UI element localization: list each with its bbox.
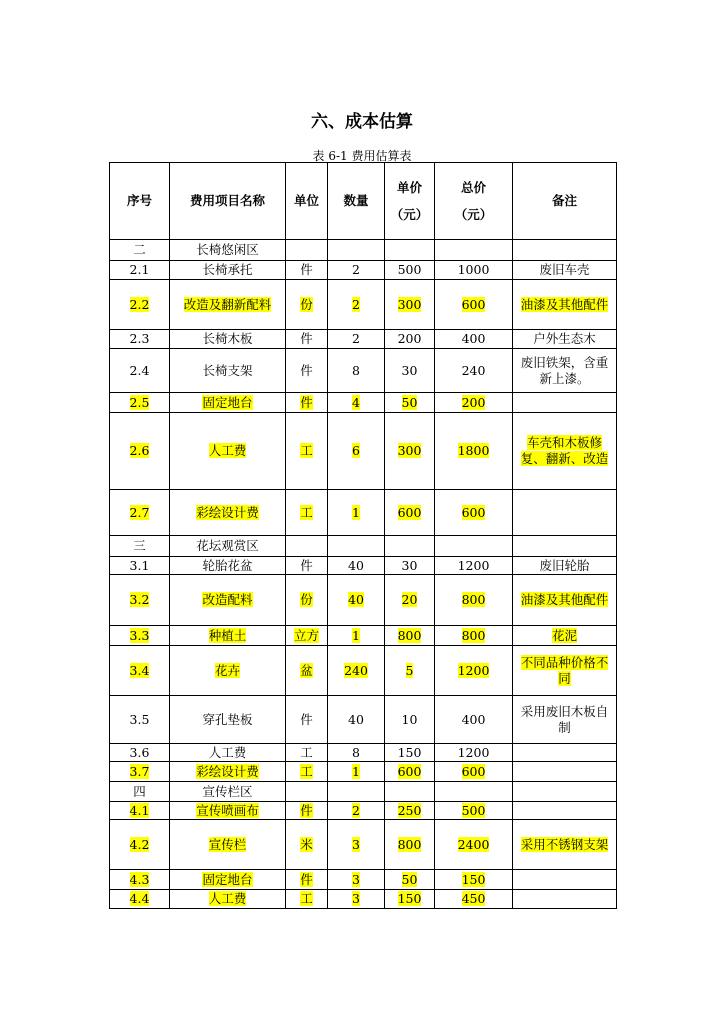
cell-total [435, 490, 513, 536]
empty-cell [513, 782, 617, 802]
cell-item [170, 802, 286, 820]
table-row [110, 557, 617, 575]
cell-total [435, 646, 513, 696]
cell-total [435, 557, 513, 575]
cell-text: 工 [300, 744, 313, 760]
cell-no [110, 870, 170, 890]
cell-text: 固定地台 [202, 394, 253, 410]
cell-text: 600 [461, 504, 486, 520]
cell-item [170, 261, 286, 280]
cell-text: 30 [401, 557, 418, 573]
cell-no [110, 744, 170, 762]
table-caption: 表 6-1 费用估算表 [312, 149, 412, 163]
cell-remark [513, 890, 617, 909]
cell-item [170, 744, 286, 762]
cell-item [170, 575, 286, 626]
table-row [110, 413, 617, 490]
cell-item [170, 490, 286, 536]
cell-no [110, 802, 170, 820]
cell-remark [513, 413, 617, 490]
cell-no [110, 280, 170, 330]
cell-text: 废旧铁架，含重新上漆。 [520, 354, 609, 386]
cell-text: 3 [352, 836, 360, 852]
cell-unit [286, 349, 328, 393]
empty-cell [328, 240, 385, 261]
cell-text: 3.3 [129, 627, 150, 643]
table-row [110, 870, 617, 890]
cell-qty [328, 646, 385, 696]
cell-text: 4.4 [129, 891, 150, 906]
cell-text: 人工费 [208, 891, 247, 906]
cell-text: 6 [352, 443, 360, 458]
cell-qty [328, 696, 385, 744]
cell-text: 1 [352, 763, 360, 779]
cell-text: 20 [401, 592, 418, 607]
cell-unit [286, 890, 328, 909]
cell-text: 宣传喷画布 [196, 802, 259, 818]
cell-text: 4 [352, 394, 360, 410]
table-row [110, 820, 617, 870]
cell-text: 600 [461, 296, 486, 312]
cell-item [170, 280, 286, 330]
header-total: 总价（元） [435, 163, 513, 240]
cell-qty [328, 802, 385, 820]
cell-total [435, 413, 513, 490]
cell-text: 600 [397, 504, 422, 520]
cell-total [435, 870, 513, 890]
cell-text: 盆 [300, 662, 313, 678]
cell-no [110, 393, 170, 413]
cell-text: 40 [348, 557, 364, 573]
empty-cell [385, 782, 435, 802]
cell-text: 1200 [457, 662, 490, 678]
table-row [110, 762, 617, 782]
cell-text: 4.3 [129, 871, 150, 887]
table-row [110, 393, 617, 413]
cell-text: 800 [397, 627, 422, 643]
cell-text: 2 [352, 802, 360, 818]
cost-estimate-table [109, 162, 617, 909]
table-row [110, 280, 617, 330]
cell-no [110, 820, 170, 870]
cell-remark [513, 802, 617, 820]
cell-text: 1000 [457, 262, 490, 277]
cell-qty [328, 261, 385, 280]
cell-qty [328, 762, 385, 782]
cell-unit [286, 557, 328, 575]
cell-text: 40 [348, 592, 364, 607]
cell-total [435, 762, 513, 782]
cell-unit [286, 646, 328, 696]
cell-text: 采用不锈钢支架 [520, 836, 609, 852]
cell-price [385, 330, 435, 349]
cell-text: 300 [397, 443, 422, 458]
section-row [110, 240, 617, 261]
cell-item [170, 762, 286, 782]
section-row [110, 536, 617, 557]
cell-price [385, 413, 435, 490]
cell-remark [513, 280, 617, 330]
cell-text: 200 [397, 331, 422, 346]
cell-text: 1800 [457, 443, 490, 458]
cell-text: 150 [397, 744, 422, 760]
cell-item [170, 413, 286, 490]
table-row [110, 261, 617, 280]
cell-text: 600 [461, 763, 486, 779]
cell-remark [513, 575, 617, 626]
empty-cell [435, 782, 513, 802]
cell-text: 宣传栏 [208, 836, 247, 852]
cell-text: 废旧轮胎 [539, 557, 590, 573]
table-row [110, 646, 617, 696]
cell-no [110, 490, 170, 536]
cell-text: 改造及翻新配料 [183, 296, 272, 312]
cell-total [435, 393, 513, 413]
cell-text: 工 [300, 443, 313, 458]
table-row [110, 490, 617, 536]
cell-text: 2.6 [129, 443, 150, 458]
cell-item [170, 646, 286, 696]
header-remark: 备注 [513, 163, 617, 240]
cell-remark [513, 330, 617, 349]
empty-cell [435, 536, 513, 557]
cell-price [385, 575, 435, 626]
cell-remark [513, 744, 617, 762]
cell-text: 户外生态木 [533, 331, 596, 346]
table-row [110, 575, 617, 626]
cell-unit [286, 696, 328, 744]
cell-total [435, 575, 513, 626]
cell-text: 3.6 [129, 744, 150, 760]
cell-total [435, 744, 513, 762]
cell-text: 5 [405, 662, 414, 678]
cell-text: 2 [352, 331, 360, 346]
cell-total [435, 280, 513, 330]
empty-cell [328, 536, 385, 557]
cell-no [110, 575, 170, 626]
cell-text: 3 [352, 871, 360, 887]
cell-unit [286, 413, 328, 490]
cell-text: 花泥 [551, 627, 577, 643]
empty-cell [328, 782, 385, 802]
cell-text: 500 [397, 262, 422, 277]
cell-price [385, 820, 435, 870]
cell-remark [513, 349, 617, 393]
cell-qty [328, 330, 385, 349]
cell-remark [513, 557, 617, 575]
cell-total [435, 330, 513, 349]
cell-remark [513, 870, 617, 890]
cell-unit [286, 490, 328, 536]
cell-text: 50 [401, 394, 418, 410]
empty-cell [286, 782, 328, 802]
cell-price [385, 890, 435, 909]
empty-cell [513, 240, 617, 261]
cell-text: 250 [397, 802, 422, 818]
cell-no [110, 762, 170, 782]
cell-text: 件 [300, 557, 313, 573]
cell-text: 彩绘设计费 [196, 763, 259, 779]
cell-no [110, 646, 170, 696]
cell-text: 400 [461, 331, 486, 346]
cell-unit [286, 280, 328, 330]
cell-text: 份 [300, 296, 313, 312]
empty-cell [286, 240, 328, 261]
table-row [110, 744, 617, 762]
cell-text: 2.3 [129, 331, 150, 346]
cell-qty [328, 490, 385, 536]
cell-text: 人工费 [208, 744, 247, 760]
cell-remark [513, 646, 617, 696]
cell-text: 油漆及其他配件 [520, 592, 609, 607]
cell-unit [286, 393, 328, 413]
cell-text: 废旧车壳 [539, 262, 590, 277]
cell-text: 工 [300, 763, 313, 779]
cell-text: 人工费 [208, 443, 247, 458]
cell-price [385, 744, 435, 762]
cell-text: 份 [300, 592, 313, 607]
cell-text: 3 [352, 891, 360, 906]
cell-price [385, 646, 435, 696]
cell-remark [513, 820, 617, 870]
table-row [110, 802, 617, 820]
header-no: 序号 [110, 163, 170, 240]
cell-text: 600 [397, 763, 422, 779]
cell-text: 8 [352, 362, 360, 378]
cell-price [385, 393, 435, 413]
cell-text: 500 [461, 802, 486, 818]
cell-text: 立方 [293, 627, 319, 643]
cell-unit [286, 802, 328, 820]
cell-qty [328, 557, 385, 575]
cell-unit [286, 744, 328, 762]
cell-item [170, 626, 286, 646]
cell-text: 4.1 [129, 802, 150, 818]
cell-text: 轮胎花盆 [202, 557, 253, 573]
cell-unit [286, 626, 328, 646]
cell-no [110, 696, 170, 744]
cell-remark [513, 626, 617, 646]
empty-cell [385, 240, 435, 261]
cell-qty [328, 349, 385, 393]
header-unit: 单位 [286, 163, 328, 240]
cell-price [385, 280, 435, 330]
cell-text: 工 [300, 504, 313, 520]
cell-remark [513, 261, 617, 280]
cell-text: 300 [397, 296, 422, 312]
cell-text: 400 [461, 711, 486, 727]
table-row [110, 626, 617, 646]
cell-item [170, 870, 286, 890]
cell-text: 件 [300, 394, 313, 410]
cell-qty [328, 393, 385, 413]
cell-text: 2.2 [129, 296, 150, 312]
cell-text: 30 [401, 362, 418, 378]
cell-price [385, 870, 435, 890]
cell-text: 50 [401, 871, 418, 887]
cell-text: 3.7 [129, 763, 150, 779]
cell-text: 1 [352, 504, 360, 520]
cell-text: 米 [300, 836, 313, 852]
empty-cell [435, 240, 513, 261]
cell-price [385, 626, 435, 646]
cell-price [385, 762, 435, 782]
cell-remark [513, 490, 617, 536]
cell-text: 2400 [457, 836, 490, 852]
cell-text: 件 [300, 871, 313, 887]
section-name: 宣传栏区 [170, 782, 286, 802]
cell-total [435, 626, 513, 646]
cell-text: 1200 [457, 557, 490, 573]
section-number: 三 [110, 536, 170, 557]
cell-qty [328, 744, 385, 762]
cell-price [385, 696, 435, 744]
table-row [110, 330, 617, 349]
section-row [110, 782, 617, 802]
cell-unit [286, 820, 328, 870]
table-row [110, 890, 617, 909]
cell-text: 油漆及其他配件 [520, 296, 609, 312]
cell-qty [328, 575, 385, 626]
cell-text: 1200 [457, 744, 490, 760]
cell-text: 2.5 [129, 394, 150, 410]
header-qty: 数量 [328, 163, 385, 240]
cell-item [170, 557, 286, 575]
cell-total [435, 261, 513, 280]
cell-text: 固定地台 [202, 871, 253, 887]
cell-text: 2 [352, 296, 360, 312]
cell-total [435, 820, 513, 870]
cell-text: 150 [397, 891, 422, 906]
cell-text: 穿孔垫板 [202, 711, 253, 727]
section-name: 长椅悠闲区 [170, 240, 286, 261]
cell-qty [328, 626, 385, 646]
cell-total [435, 802, 513, 820]
cell-text: 件 [300, 711, 313, 727]
table-header-row [110, 163, 617, 240]
cell-unit [286, 261, 328, 280]
cell-text: 种植土 [208, 627, 247, 643]
empty-cell [513, 536, 617, 557]
cell-text: 不同品种价格不同 [520, 654, 609, 686]
cell-unit [286, 762, 328, 782]
cell-text: 800 [397, 836, 422, 852]
cell-item [170, 349, 286, 393]
header-price: 单价（元） [385, 163, 435, 240]
cell-price [385, 261, 435, 280]
table-row [110, 349, 617, 393]
cell-no [110, 626, 170, 646]
cell-item [170, 393, 286, 413]
cell-text: 花卉 [214, 662, 240, 678]
header-item: 费用项目名称 [170, 163, 286, 240]
section-number: 二 [110, 240, 170, 261]
cell-text: 1 [352, 627, 360, 643]
cell-total [435, 890, 513, 909]
cell-text: 150 [461, 871, 486, 887]
cell-price [385, 557, 435, 575]
cell-remark [513, 393, 617, 413]
cell-text: 件 [300, 362, 313, 378]
cell-text: 800 [461, 592, 486, 607]
cell-text: 240 [344, 662, 368, 678]
cell-text: 240 [461, 362, 486, 378]
cell-price [385, 490, 435, 536]
cell-total [435, 349, 513, 393]
cell-text: 长椅承托 [202, 262, 253, 277]
cell-text: 3.1 [129, 557, 150, 573]
cell-text: 改造配料 [202, 592, 253, 607]
cell-text: 40 [348, 711, 364, 727]
cell-text: 2.4 [129, 362, 150, 378]
cell-total [435, 696, 513, 744]
cell-qty [328, 890, 385, 909]
cell-text: 3.4 [129, 662, 150, 678]
cell-qty [328, 280, 385, 330]
cell-unit [286, 330, 328, 349]
cell-text: 200 [461, 394, 486, 410]
cell-no [110, 349, 170, 393]
table-body [110, 240, 617, 909]
cell-text: 彩绘设计费 [196, 504, 259, 520]
cell-no [110, 261, 170, 280]
cell-text: 工 [300, 891, 313, 906]
cell-text: 长椅木板 [202, 331, 253, 346]
section-name: 花坛观赏区 [170, 536, 286, 557]
cell-price [385, 802, 435, 820]
cell-text: 8 [352, 744, 360, 760]
cell-text: 件 [300, 802, 313, 818]
cell-text: 长椅支架 [202, 362, 253, 378]
cell-text: 2 [352, 262, 360, 277]
cell-qty [328, 413, 385, 490]
cell-remark [513, 696, 617, 744]
cell-text: 2.7 [129, 504, 150, 520]
cell-unit [286, 575, 328, 626]
cell-text: 件 [300, 331, 313, 346]
table-row [110, 696, 617, 744]
cell-qty [328, 870, 385, 890]
cell-item [170, 890, 286, 909]
cell-text: 450 [461, 891, 486, 906]
page-title: 六、成本估算 [311, 112, 413, 132]
cell-item [170, 330, 286, 349]
cell-item [170, 696, 286, 744]
cell-text: 10 [401, 711, 418, 727]
cell-price [385, 349, 435, 393]
cell-remark [513, 762, 617, 782]
section-number: 四 [110, 782, 170, 802]
cell-qty [328, 820, 385, 870]
cell-text: 2.1 [129, 262, 150, 277]
cell-text: 3.2 [129, 592, 150, 607]
cell-item [170, 820, 286, 870]
cell-text: 件 [300, 262, 313, 277]
cell-text: 3.5 [129, 711, 150, 727]
cell-text: 4.2 [129, 836, 150, 852]
cell-text: 车壳和木板修复、翻新、改造 [520, 435, 609, 466]
cell-no [110, 890, 170, 909]
cell-text: 采用废旧木板自制 [520, 703, 609, 735]
cell-text: 800 [461, 627, 486, 643]
empty-cell [286, 536, 328, 557]
cell-unit [286, 870, 328, 890]
cell-no [110, 413, 170, 490]
cell-no [110, 330, 170, 349]
empty-cell [385, 536, 435, 557]
cell-no [110, 557, 170, 575]
